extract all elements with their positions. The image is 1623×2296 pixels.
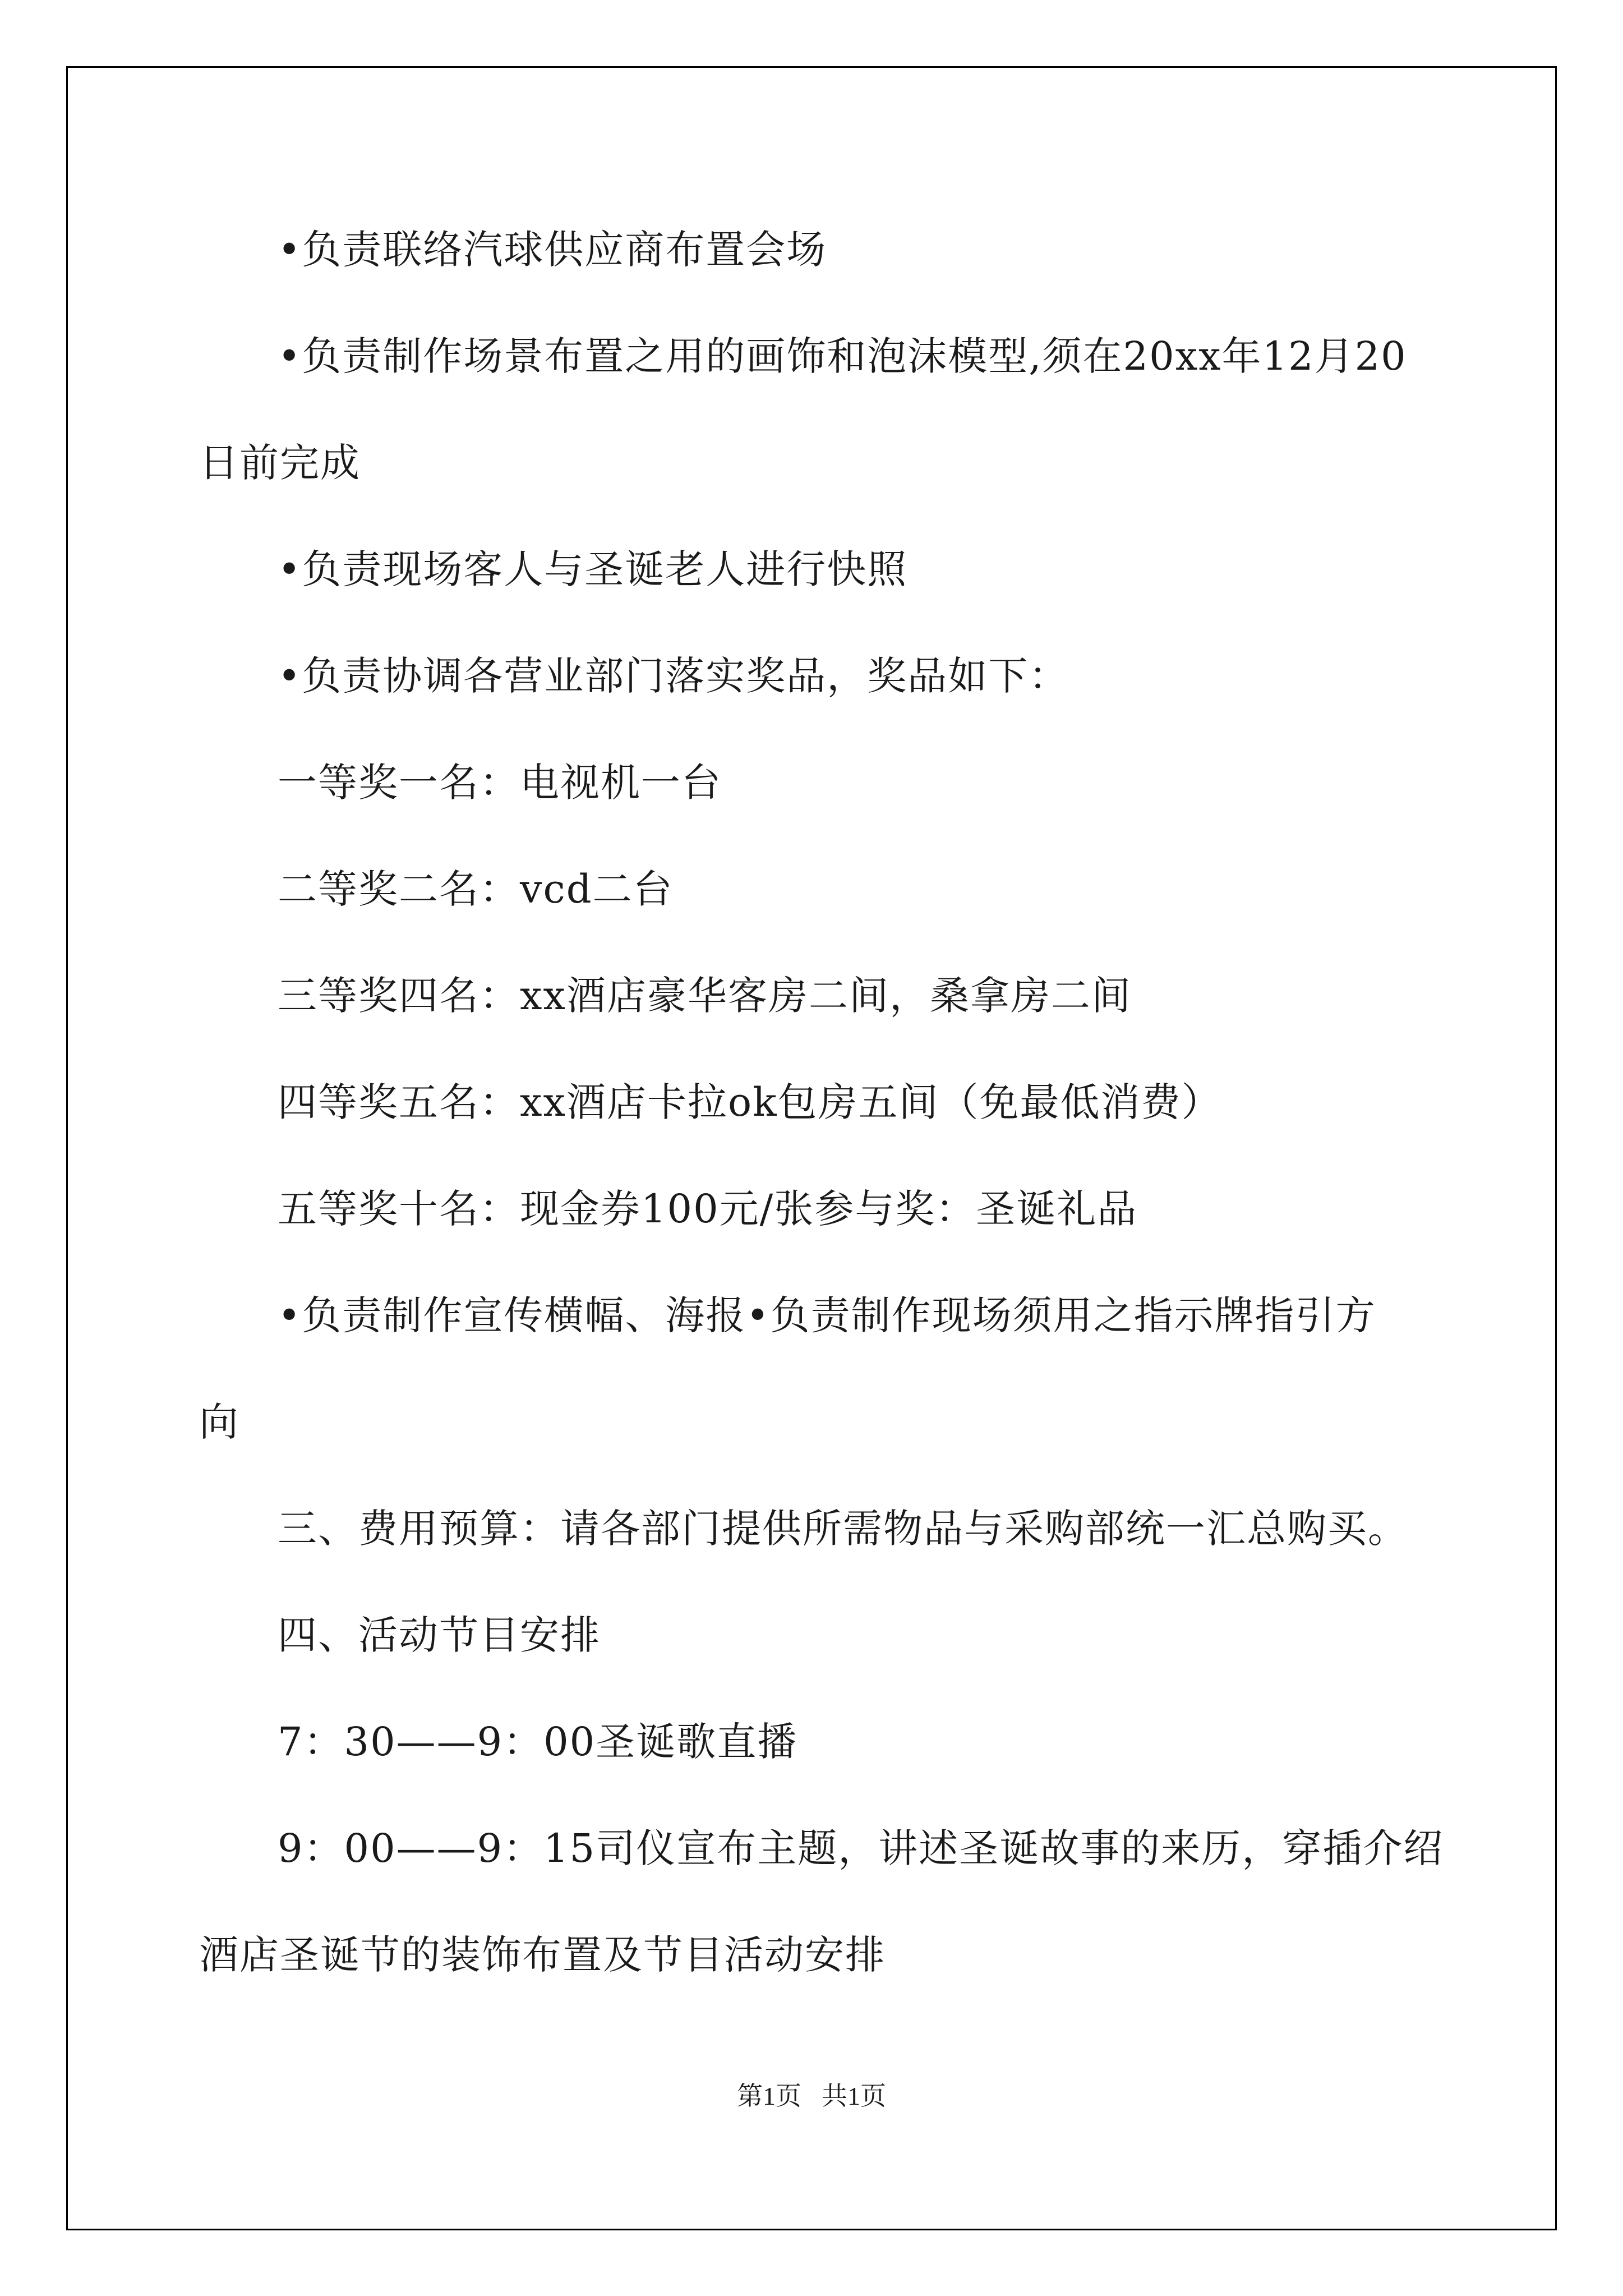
program-item-songs: 7：30——9：00圣诞歌直播 — [278, 1719, 798, 1765]
bullet-prizes: •负责协调各营业部门落实奖品，奖品如下： — [278, 653, 1069, 699]
prize-fourth: 四等奖五名：xx酒店卡拉ok包房五间（免最低消费） — [278, 1079, 1222, 1125]
section-budget: 三、费用预算：请各部门提供所需物品与采购部统一汇总购买。 — [278, 1506, 1408, 1552]
prize-first: 一等奖一名：电视机一台 — [278, 760, 722, 806]
page-total: 共1页 — [822, 2082, 886, 2110]
program-item-host-continued: 酒店圣诞节的装饰布置及节目活动安排 — [199, 1932, 886, 1978]
bullet-balloon-supplier: •负责联络汽球供应商布置会场 — [278, 227, 827, 273]
prize-third: 三等奖四名：xx酒店豪华客房二间，桑拿房二间 — [278, 973, 1132, 1019]
prize-fifth: 五等奖十名：现金券100元/张参与奖：圣诞礼品 — [278, 1186, 1138, 1232]
prize-second: 二等奖二名：vcd二台 — [278, 866, 674, 912]
bullet-banners-signs: •负责制作宣传横幅、海报•负责制作现场须用之指示牌指引方 — [278, 1292, 1376, 1338]
bullet-santa-photo: •负责现场客人与圣诞老人进行快照 — [278, 546, 908, 592]
bullet-scene-decoration: •负责制作场景布置之用的画饰和泡沫模型,须在20xx年12月20 — [278, 333, 1407, 379]
bullet-scene-decoration-continued: 日前完成 — [199, 440, 361, 486]
page-footer — [0, 2079, 1623, 2113]
section-program-heading: 四、活动节目安排 — [278, 1612, 601, 1658]
page-border — [66, 66, 1557, 2230]
page-number: 第1页 — [737, 2082, 801, 2110]
program-item-host: 9：00——9：15司仪宣布主题，讲述圣诞故事的来历，穿插介绍 — [278, 1825, 1444, 1871]
bullet-banners-signs-continued: 向 — [199, 1399, 239, 1445]
